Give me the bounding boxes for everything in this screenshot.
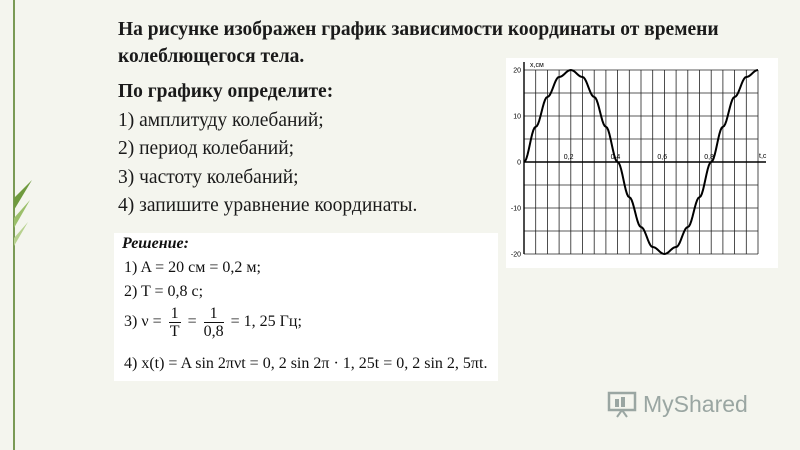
equals-sign: = [187, 313, 197, 331]
x-tick-label: 0,8 [704, 154, 714, 161]
y-tick-label: -10 [510, 205, 521, 213]
x-tick-label: 0,6 [657, 154, 668, 161]
x-axis-label: t,с [759, 153, 767, 160]
solution-panel [114, 233, 498, 381]
slide-decoration [0, 0, 40, 450]
y-tick-label: 10 [513, 113, 521, 121]
y-tick-label: 0 [517, 159, 521, 167]
y-tick-label: 20 [513, 67, 521, 75]
chart-panel [506, 58, 778, 268]
task-list [118, 78, 417, 221]
y-axis-label: x,см [530, 62, 544, 69]
frequency-label: 3) ν = [124, 313, 162, 331]
task-item: 1) амплитуду колебаний; [118, 109, 324, 131]
slide-title: На рисунке изображен график зависимости координаты от времени колеблющегося тела. [118, 19, 719, 67]
site-logo[interactable] [607, 390, 748, 418]
solution-line-3 [124, 305, 302, 340]
fraction-2-numerator: 1 [204, 305, 224, 323]
task-item: 2) период колебаний; [118, 138, 295, 159]
solution-line-2: 2) T = 0,8 с; [124, 283, 204, 300]
logo-text: MyShared [643, 390, 748, 417]
task-item: 4) запишите уравнение координаты. [118, 195, 418, 216]
fraction-2 [204, 305, 224, 340]
task-item: 3) частоту колебаний; [118, 166, 299, 188]
fraction-1-numerator: 1 [170, 305, 179, 322]
x-tick-label: 0,2 [563, 154, 574, 161]
arrow-decoration-3 [14, 222, 28, 246]
task-subtitle: По графику определите: [118, 81, 334, 102]
presentation-board-icon [607, 390, 637, 418]
arrow-decoration-1 [14, 180, 32, 210]
y-tick-label: -20 [510, 251, 521, 259]
fraction-1-denominator: T [169, 323, 180, 340]
oscillation-chart [506, 58, 778, 268]
fraction-2-denominator: 0,8 [203, 323, 224, 340]
solution-line-4: 4) x(t) = A sin 2πνt = 0, 2 sin 2π · 1, 25t = 0, 2 sin 2, 5πt. [124, 355, 488, 372]
frequency-result: = 1, 25 Гц; [230, 313, 302, 331]
solution-heading: Решение: [122, 235, 189, 252]
solution-line-1: 1) A = 20 см = 0,2 м; [124, 259, 261, 276]
fraction-1 [169, 305, 181, 340]
x-tick-label: 0,4 [610, 154, 621, 161]
